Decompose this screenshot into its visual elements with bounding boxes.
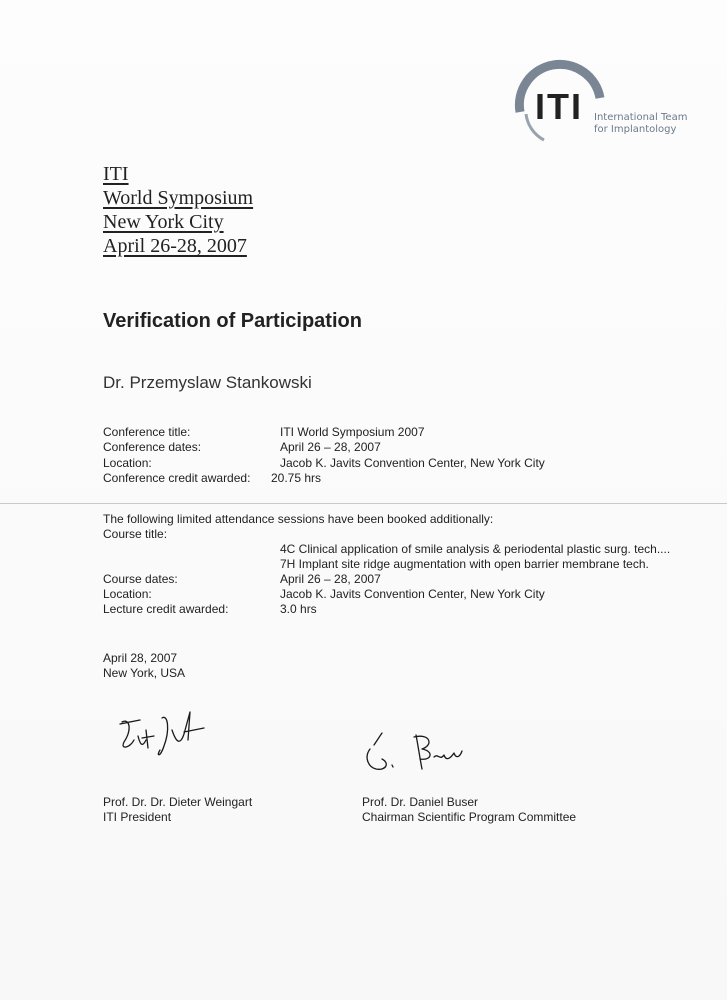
participant-name: Dr. Przemyslaw Stankowski — [103, 373, 312, 392]
course-location-label: Location: — [103, 587, 152, 601]
signatory-left-title: ITI President — [103, 810, 172, 824]
conference-location-value: Jacob K. Javits Convention Center, New York City — [280, 456, 545, 470]
symposium-line-iti: ITI — [103, 163, 129, 185]
signatory-right-name: Prof. Dr. Daniel Buser — [362, 795, 479, 809]
symposium-line-dates: April 26-28, 2007 — [103, 235, 247, 257]
course-dates-value: April 26 – 28, 2007 — [280, 572, 381, 586]
issue-date: April 28, 2007 — [103, 651, 178, 665]
signatory-right-title: Chairman Scientific Program Committee — [362, 810, 577, 824]
signature-weingart — [110, 700, 220, 770]
conference-title-value: ITI World Symposium 2007 — [280, 425, 425, 439]
paper-fold-line — [0, 503, 727, 504]
iti-logo-text: ITI — [535, 86, 583, 127]
conference-location-label: Location: — [103, 456, 152, 470]
logo-tagline-line2: for Implantology — [594, 124, 677, 135]
course-location-value: Jacob K. Javits Convention Center, New York City — [280, 587, 545, 601]
sessions-intro: The following limited attendance sessions have been booked additionally: — [103, 512, 494, 526]
conference-dates-label: Conference dates: — [103, 440, 202, 454]
conference-credit-label: Conference credit awarded: — [103, 471, 251, 485]
conference-credit-value: 20.75 hrs — [271, 471, 322, 485]
page-title: Verification of Participation — [103, 310, 362, 332]
logo-tagline-line1: International Team — [594, 112, 688, 123]
course-title-1: 4C Clinical application of smile analysis & periodental plastic surg. tech.... — [280, 542, 671, 556]
lecture-credit-label: Lecture credit awarded: — [103, 602, 229, 616]
conference-title-label: Conference title: — [103, 425, 191, 439]
course-title-label: Course title: — [103, 527, 168, 541]
signatory-left-name: Prof. Dr. Dr. Dieter Weingart — [103, 795, 253, 809]
lecture-credit-value: 3.0 hrs — [280, 602, 317, 616]
signature-buser — [360, 725, 480, 785]
course-dates-label: Course dates: — [103, 572, 178, 586]
symposium-line-city: New York City — [103, 211, 224, 233]
symposium-title-block — [103, 162, 253, 258]
conference-dates-value: April 26 – 28, 2007 — [280, 440, 381, 454]
course-title-2: 7H Implant site ridge augmentation with open barrier membrane tech. — [280, 557, 649, 571]
symposium-line-name: World Symposium — [103, 187, 254, 209]
issue-place: New York, USA — [103, 666, 186, 680]
